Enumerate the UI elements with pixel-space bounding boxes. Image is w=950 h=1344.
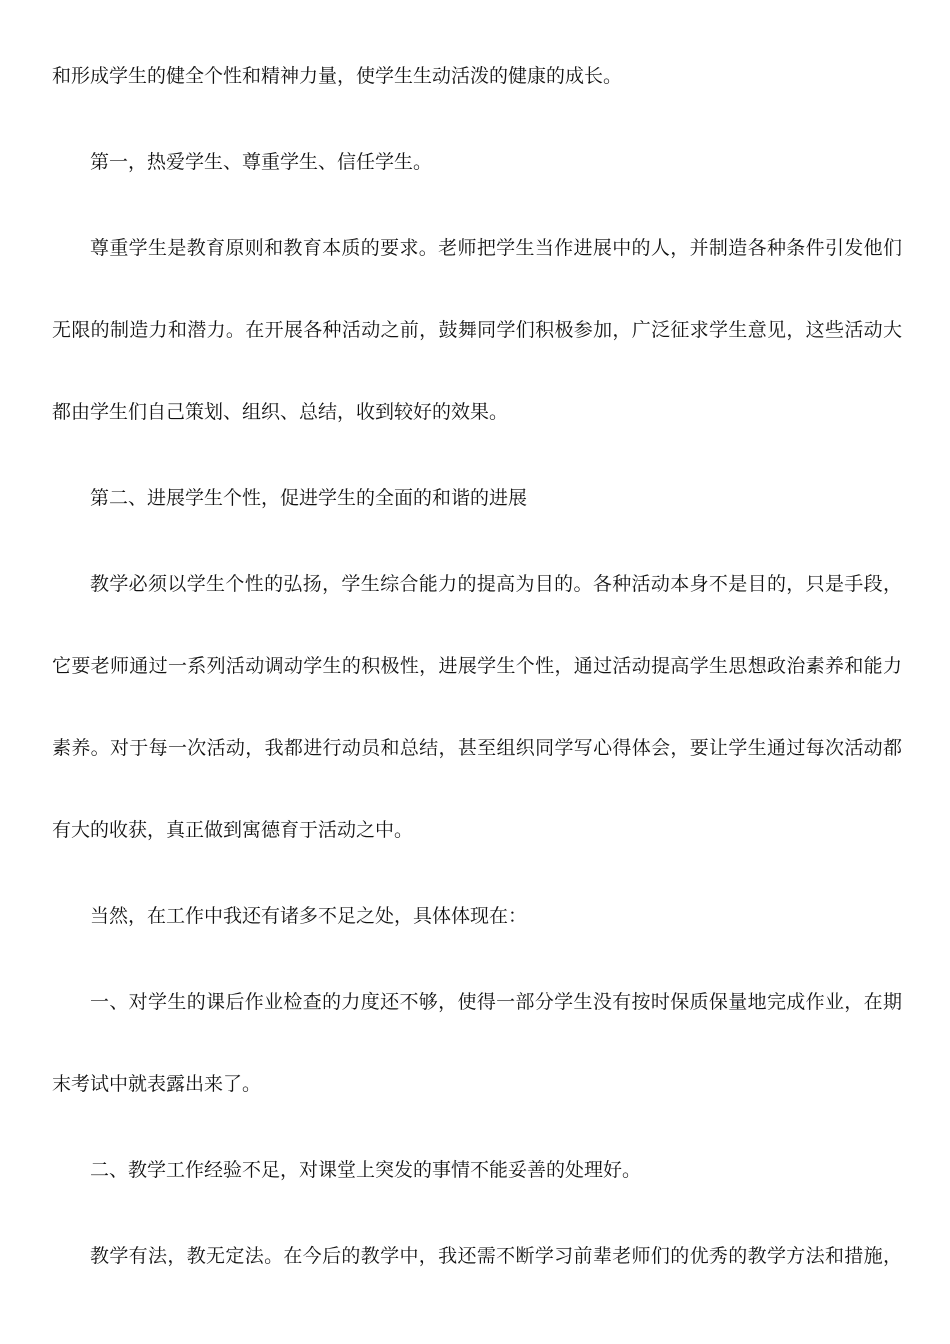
- paragraph-line: 有大的收获，真正做到寓德育于活动之中。: [52, 819, 414, 841]
- paragraph-line: 尊重学生是教育原则和教育本质的要求。老师把学生当作进展中的人，并制造各种条件引发他们: [90, 237, 902, 259]
- paragraph-line: 无限的制造力和潜力。在开展各种活动之前，鼓舞同学们积极参加，广泛征求学生意见，这些活动大: [52, 319, 902, 341]
- paragraph-line: 末考试中就表露出来了。: [52, 1073, 262, 1095]
- paragraph-line: 素养。对于每一次活动，我都进行动员和总结，甚至组织同学写心得体会，要让学生通过每次活动都: [52, 737, 902, 759]
- section-heading: 第一，热爱学生、尊重学生、信任学生。: [90, 151, 433, 173]
- paragraph-line: 当然，在工作中我还有诸多不足之处，具体体现在：: [90, 905, 528, 927]
- paragraph-line: 教学必须以学生个性的弘扬，学生综合能力的提高为目的。各种活动本身不是目的，只是手段，: [90, 573, 902, 595]
- paragraph-line: 和形成学生的健全个性和精神力量，使学生生动活泼的健康的成长。: [52, 65, 623, 87]
- paragraph-line: 教学有法，教无定法。在今后的教学中，我还需不断学习前辈老师们的优秀的教学方法和措施，: [90, 1245, 902, 1267]
- paragraph-line: 它要老师通过一系列活动调动学生的积极性，进展学生个性，通过活动提高学生思想政治素养和能力: [52, 655, 902, 677]
- paragraph-line: 都由学生们自己策划、组织、总结，收到较好的效果。: [52, 401, 509, 423]
- list-item: 一、对学生的课后作业检查的力度还不够，使得一部分学生没有按时保质保量地完成作业，在期: [90, 991, 902, 1013]
- section-heading: 第二、进展学生个性，促进学生的全面的和谐的进展: [90, 487, 528, 509]
- list-item: 二、教学工作经验不足，对课堂上突发的事情不能妥善的处理好。: [90, 1159, 642, 1181]
